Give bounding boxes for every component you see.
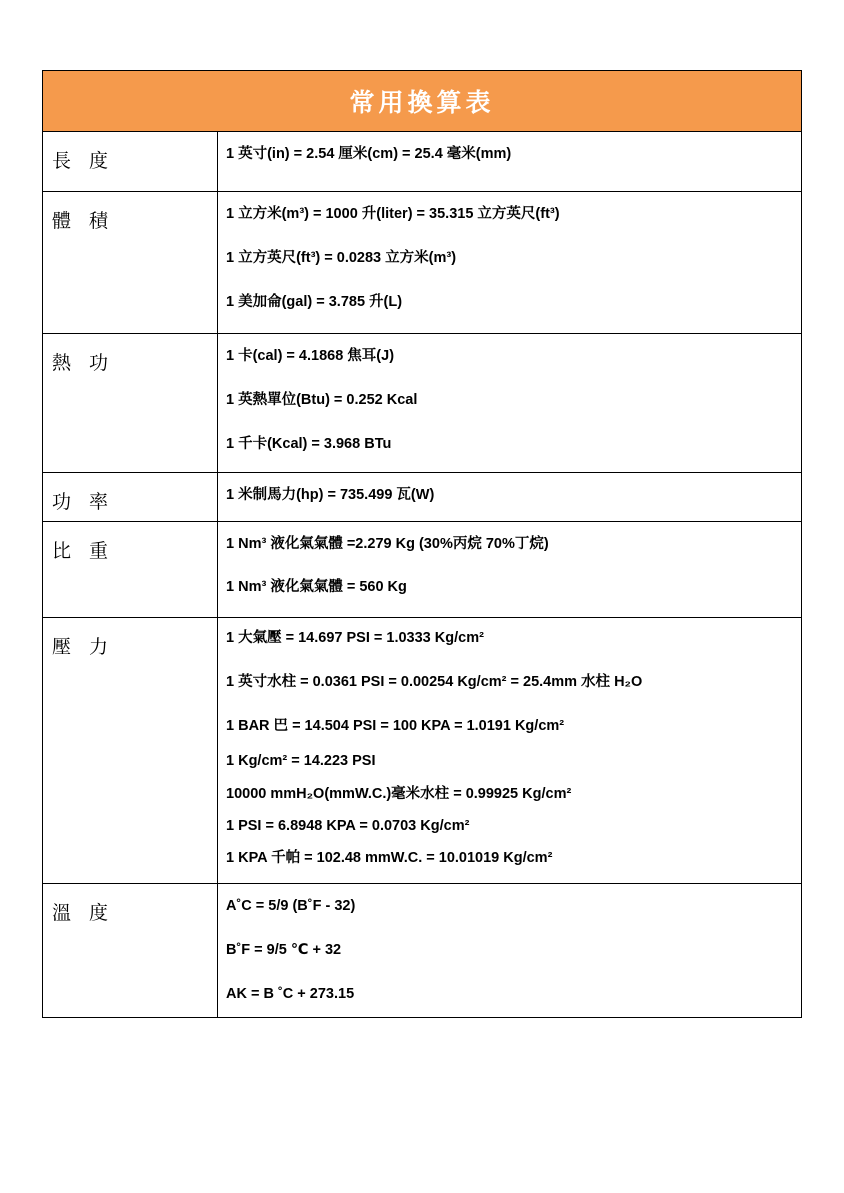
conversion-line: 1 米制馬力(hp) = 735.499 瓦(W) [226,487,435,503]
conversion-line: 1 Kg/cm² = 14.223 PSI [226,753,376,769]
row-content [218,334,801,472]
row-power [43,473,801,522]
conversion-line: 1 英寸水柱 = 0.0361 PSI = 0.00254 Kg/cm² = 25.4mm 水柱 H₂O [226,674,643,690]
row-label: 功 率 [43,473,218,521]
row-content [218,132,801,191]
conversion-line: 1 英熱單位(Btu) = 0.252 Kcal [226,392,418,408]
conversion-line: 1 PSI = 6.8948 KPA = 0.0703 Kg/cm² [226,818,470,834]
conversion-line: 1 立方米(m³) = 1000 升(liter) = 35.315 立方英尺(ft³) [226,206,560,222]
conversion-line: 1 美加侖(gal) = 3.785 升(L) [226,294,403,310]
row-label: 熱 功 [43,334,218,472]
row-content [218,884,801,1017]
row-length [43,132,801,192]
row-pressure [43,618,801,884]
row-label: 溫 度 [43,884,218,1017]
conversion-line: 1 立方英尺(ft³) = 0.0283 立方米(m³) [226,250,457,266]
conversion-line: 1 Nm³ 液化氣氣體 = 560 Kg [226,579,407,595]
conversion-line: 1 大氣壓 = 14.697 PSI = 1.0333 Kg/cm² [226,630,484,646]
conversion-line: 1 Nm³ 液化氣氣體 =2.279 Kg (30%丙烷 70%丁烷) [226,536,549,552]
conversion-line: 10000 mmH₂O(mmW.C.)毫米水柱 = 0.99925 Kg/cm² [226,786,572,802]
conversion-line: 1 BAR 巴 = 14.504 PSI = 100 KPA = 1.0191 Kg/cm² [226,718,565,734]
row-label: 長 度 [43,132,218,191]
row-content [218,192,801,333]
conversion-line: A˚C = 5/9 (B˚F - 32) [226,898,356,914]
row-volume [43,192,801,334]
row-label: 比 重 [43,522,218,617]
row-label: 壓 力 [43,618,218,883]
conversion-line: B˚F = 9/5 ℃ + 32 [226,942,342,958]
page-title: 常用換算表 [349,88,495,117]
row-content [218,618,801,883]
row-label: 體 積 [43,192,218,333]
conversion-line: 1 英寸(in) = 2.54 厘米(cm) = 25.4 毫米(mm) [226,146,512,162]
row-temperature [43,884,801,1017]
title-bar [43,71,801,132]
row-content [218,522,801,617]
conversion-line: 1 卡(cal) = 4.1868 焦耳(J) [226,348,395,364]
conversion-line: 1 KPA 千帕 = 102.48 mmW.C. = 10.01019 Kg/cm² [226,850,553,866]
row-content [218,473,801,521]
conversion-line: 1 千卡(Kcal) = 3.968 BTu [226,436,392,452]
conversion-line: AK = B ˚C + 273.15 [226,986,355,1002]
conversion-table [42,70,802,1018]
row-specific-gravity [43,522,801,618]
row-heat [43,334,801,473]
